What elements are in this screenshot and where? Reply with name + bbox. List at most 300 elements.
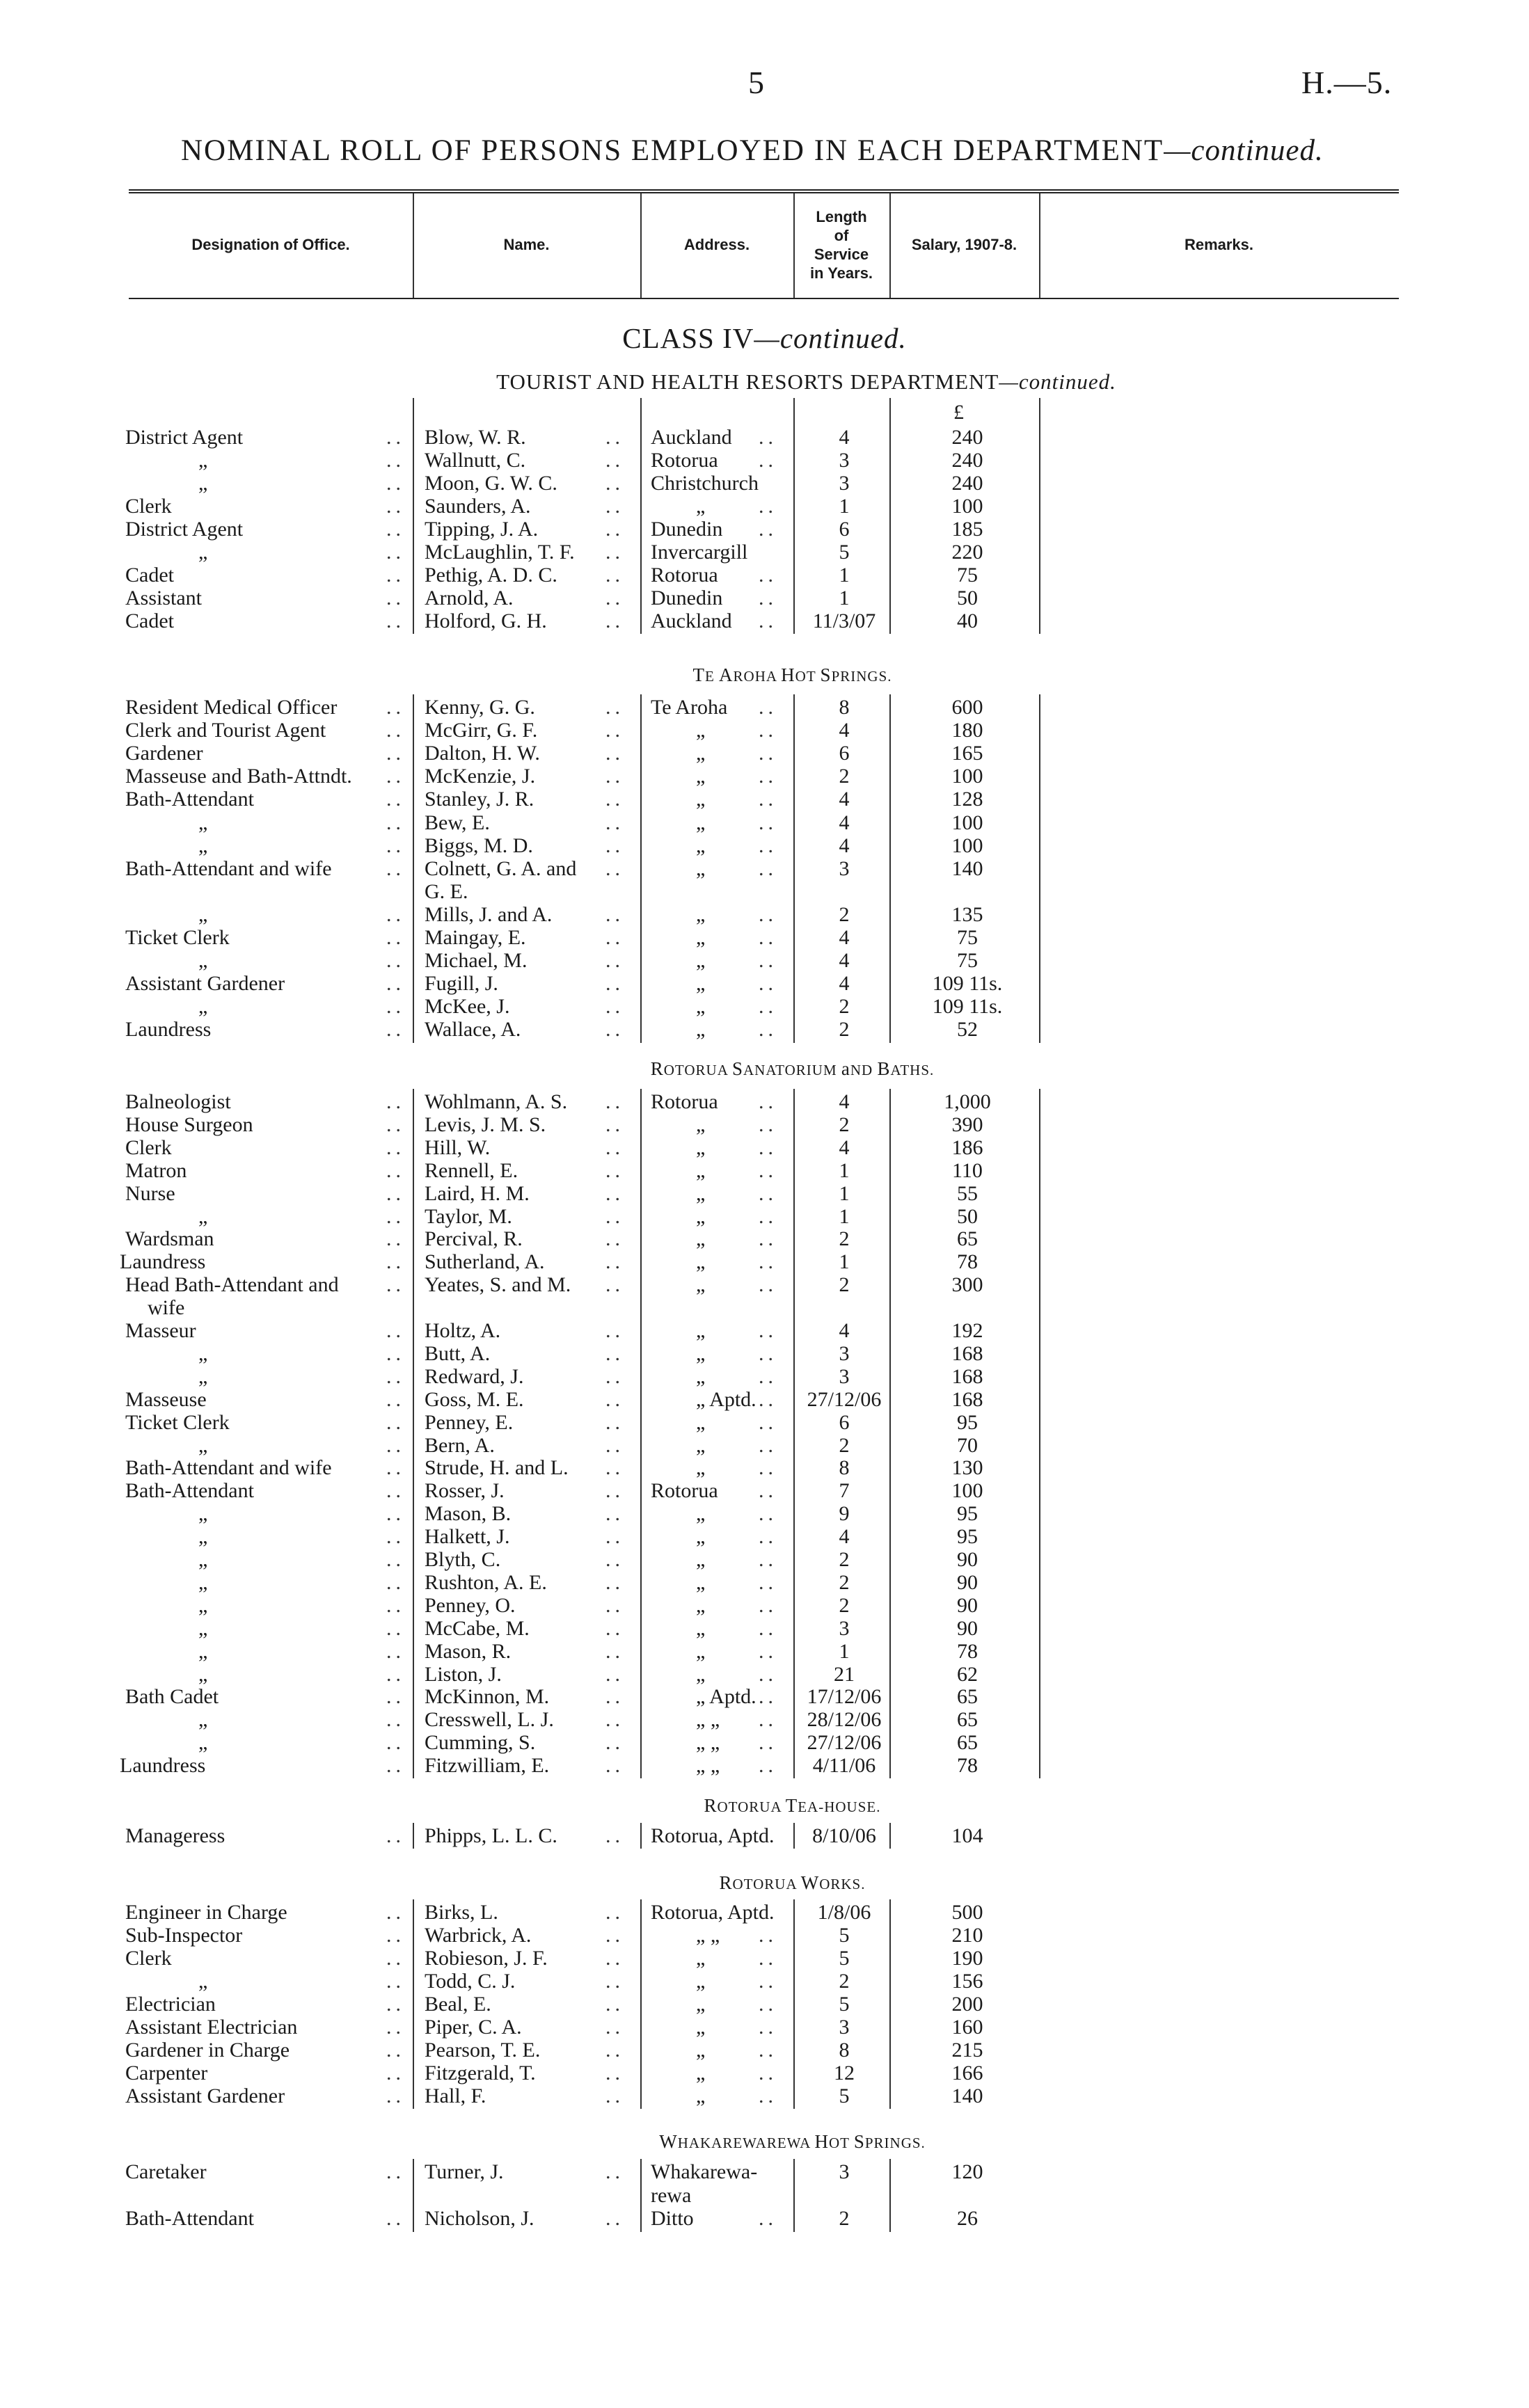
department-heading-continued: —continued. [999,369,1116,394]
designation: „ [198,1364,208,1388]
address: „ [696,1158,706,1182]
leader-dots: .. [759,564,777,587]
designation: Balneologist [125,1090,231,1113]
leader-dots: .. [759,2016,777,2039]
leader-dots: .. [605,1924,624,1947]
designation: „ [198,834,208,857]
leader-dots: .. [386,1181,405,1205]
table-top-rule-2 [129,192,1399,193]
table-row [0,2062,1529,2084]
leader-dots: .. [605,2207,624,2230]
name: Colnett, G. A. and [425,856,577,880]
address: „ [696,1970,706,1993]
name: Pethig, A. D. C. [425,564,557,587]
leader-dots: .. [759,1158,777,1182]
leader-dots: .. [386,2160,405,2183]
table-row [0,880,1529,903]
table-row [0,1456,1529,1479]
leader-dots: .. [605,1158,624,1182]
leader-dots: .. [605,1616,624,1640]
table-row [0,1901,1529,1924]
length-of-service: 2 [839,1593,850,1617]
name: Moon, G. W. C. [425,472,557,495]
leader-dots: .. [759,834,777,857]
designation: Masseur [125,1319,196,1342]
table-row [0,2184,1529,2207]
salary: 65 [957,1708,978,1732]
department-heading [42,369,1529,394]
table-row [0,1159,1529,1182]
leader-dots: .. [386,518,405,541]
address: „ [696,1113,706,1136]
leader-dots: .. [386,2016,405,2039]
table-row [0,1388,1529,1411]
leader-dots: .. [605,1204,624,1228]
section-heading: WHAKAREWAREWA HOT SPRINGS. [659,2131,926,2152]
leader-dots: .. [759,1525,777,1549]
length-of-service: 4 [839,719,850,742]
leader-dots: .. [759,518,777,541]
class-heading-main: CLASS IV [622,322,754,354]
table-row [0,811,1529,834]
salary: 600 [951,696,983,719]
table-row [0,1319,1529,1342]
table-row [0,1113,1529,1136]
length-of-service: 8/10/06 [812,1824,876,1847]
length-of-service: 7 [839,1479,850,1503]
address: Rotorua [651,1090,718,1113]
leader-dots: .. [759,765,777,788]
leader-dots: .. [386,995,405,1019]
salary: 140 [951,856,983,880]
table-row [0,1924,1529,1947]
leader-dots: .. [605,1901,624,1924]
address: „ [696,902,706,926]
designation: „ [198,1570,208,1594]
name: Blyth, C. [425,1548,501,1571]
length-of-service: 3 [839,1364,850,1388]
leader-dots: .. [759,1479,777,1503]
address: „ [696,1204,706,1228]
table-row [0,609,1529,632]
address: „ Aptd. [696,1685,756,1709]
leader-dots: .. [605,1319,624,1342]
table-row [0,1731,1529,1754]
table-row [0,1754,1529,1777]
leader-dots: .. [605,1018,624,1042]
salary: 168 [951,1387,983,1411]
salary: 50 [957,587,978,609]
address: „ [696,1502,706,1526]
table-top-rule [129,189,1399,191]
address: „ [696,972,706,996]
designation: „ [198,449,208,472]
name: Halkett, J. [425,1525,510,1549]
length-of-service: 1 [839,1250,850,1274]
leader-dots: .. [605,449,624,472]
length-of-service: 21 [834,1662,855,1686]
leader-dots: .. [605,1824,624,1847]
leader-dots: .. [386,1662,405,1686]
designation: „ [198,1708,208,1732]
salary: 130 [951,1456,983,1480]
leader-dots: .. [386,742,405,765]
currency-symbol: £ [953,401,964,424]
salary: 100 [951,1479,983,1503]
salary: 78 [957,1639,978,1663]
column-header-name: Name. [503,236,550,253]
designation: „ [198,1593,208,1617]
leader-dots: .. [605,1341,624,1365]
designation: Bath-Attendant and wife [125,1456,332,1480]
leader-dots: .. [386,1502,405,1526]
designation: „ [198,1662,208,1686]
column-header-length-line: in Years. [809,264,873,282]
table-row [0,1571,1529,1594]
leader-dots: .. [386,426,405,449]
leader-dots: .. [605,1731,624,1755]
salary: 40 [957,609,978,632]
leader-dots: .. [759,1708,777,1732]
leader-dots: .. [759,449,777,472]
leader-dots: .. [759,2039,777,2062]
leader-dots: .. [759,1754,777,1778]
salary: 100 [951,834,983,857]
leader-dots: .. [605,1479,624,1503]
leader-dots: .. [386,1754,405,1778]
length-of-service: 3 [839,2016,850,2039]
leader-dots: .. [759,1227,777,1251]
length-of-service: 5 [839,541,850,564]
salary: 165 [951,742,983,765]
length-of-service: 2 [839,995,850,1019]
leader-dots: .. [386,1993,405,2016]
leader-dots: .. [386,1479,405,1503]
leader-dots: .. [759,742,777,765]
address: „ [696,1181,706,1205]
designation: Gardener in Charge [125,2039,290,2062]
table-row [0,1205,1529,1228]
leader-dots: .. [605,696,624,719]
name: McLaughlin, T. F. [425,541,575,564]
table-row [0,1296,1529,1319]
table-row [0,1250,1529,1273]
leader-dots: .. [386,719,405,742]
designation: Resident Medical Officer [125,696,338,719]
length-of-service: 1 [839,564,850,587]
salary: 100 [951,495,983,518]
address: Dunedin [651,518,723,541]
leader-dots: .. [386,1433,405,1457]
designation: „ [198,1502,208,1526]
name: Stanley, J. R. [425,788,534,811]
table-row [0,1411,1529,1434]
salary: 140 [951,2084,983,2107]
leader-dots: .. [386,587,405,609]
leader-dots: .. [386,834,405,857]
leader-dots: .. [386,2084,405,2107]
leader-dots: .. [759,1570,777,1594]
name: Bew, E. [425,811,490,834]
address: Te Aroha [651,696,728,719]
leader-dots: .. [386,1158,405,1182]
name: Warbrick, A. [425,1924,532,1947]
leader-dots: .. [759,587,777,609]
table-row [0,587,1529,609]
leader-dots: .. [605,1548,624,1571]
leader-dots: .. [759,926,777,949]
designation: „ [198,1731,208,1755]
length-of-service: 1 [839,1639,850,1663]
length-of-service: 9 [839,1502,850,1526]
address: „ [696,856,706,880]
leader-dots: .. [759,1924,777,1947]
leader-dots: .. [605,902,624,926]
address: „ [696,834,706,857]
leader-dots: .. [386,1970,405,1993]
address: „ [696,1341,706,1365]
table-row [0,1663,1529,1686]
name: McKee, J. [425,995,510,1019]
salary: 185 [951,518,983,541]
table-row [0,1617,1529,1640]
leader-dots: .. [386,449,405,472]
table-row [0,541,1529,564]
designation: „ [198,902,208,926]
designation: Sub-Inspector [125,1924,243,1947]
leader-dots: .. [605,1593,624,1617]
leader-dots: .. [605,1993,624,2016]
column-header-length-line: Service [814,246,869,263]
designation: Cadet [125,609,174,632]
table-row [0,495,1529,518]
salary: 95 [957,1525,978,1549]
leader-dots: .. [605,1387,624,1411]
address: „ [696,995,706,1019]
leader-dots: .. [605,518,624,541]
table-row [0,1182,1529,1205]
table-row [0,1970,1529,1993]
leader-dots: .. [386,949,405,973]
salary: 166 [951,2062,983,2084]
leader-dots: .. [386,1639,405,1663]
name: Tipping, J. A. [425,518,539,541]
salary: 52 [957,1018,978,1042]
leader-dots: .. [386,1708,405,1732]
leader-dots: .. [386,765,405,788]
leader-dots: .. [759,949,777,973]
table-row [0,1479,1529,1502]
page-number: 5 [748,65,764,100]
table-row [0,719,1529,742]
name: Mills, J. and A. [425,902,553,926]
leader-dots: .. [605,426,624,449]
leader-dots: .. [605,1410,624,1434]
salary: 78 [957,1250,978,1274]
salary: 190 [951,1947,983,1970]
designation: „ [198,811,208,834]
name: Holford, G. H. [425,609,547,632]
column-header-length-line: of [834,227,849,244]
designation: Matron [125,1158,187,1182]
leader-dots: .. [386,472,405,495]
section-heading: ROTORUA WORKS. [719,1872,866,1893]
name: Sutherland, A. [425,1250,545,1274]
length-of-service: 12 [834,2062,855,2084]
designation: District Agent [125,518,244,541]
leader-dots: .. [759,696,777,719]
name: Fitzwilliam, E. [425,1754,550,1778]
salary: 78 [957,1754,978,1778]
name: Redward, J. [425,1364,524,1388]
salary: 109 11s. [932,972,1003,996]
designation: Caretaker [125,2160,207,2183]
length-of-service: 1 [839,1158,850,1182]
salary: 120 [951,2160,983,2183]
designation: Masseuse and Bath-Attndt. [125,765,352,788]
length-of-service: 4 [839,1525,850,1549]
length-of-service: 11/3/07 [812,609,876,632]
designation: „ [198,1204,208,1228]
leader-dots: .. [605,1708,624,1732]
salary: 156 [951,1970,983,1993]
salary: 50 [957,1204,978,1228]
leader-dots: .. [759,426,777,449]
designation: District Agent [125,426,244,449]
name: Blow, W. R. [425,426,526,449]
length-of-service: 4 [839,788,850,811]
leader-dots: .. [759,902,777,926]
leader-dots: .. [605,472,624,495]
salary: 220 [951,541,983,564]
address: „ [696,926,706,949]
length-of-service: 3 [839,449,850,472]
name: McGirr, G. F. [425,719,538,742]
designation: „ [198,995,208,1019]
salary: 186 [951,1135,983,1159]
leader-dots: .. [759,609,777,632]
address: „ [696,1548,706,1571]
designation: „ [198,541,208,564]
leader-dots: .. [386,902,405,926]
salary: 55 [957,1181,978,1205]
leader-dots: .. [386,696,405,719]
leader-dots: .. [759,1273,777,1297]
leader-dots: .. [605,949,624,973]
table-row [0,1548,1529,1571]
table-row [0,472,1529,495]
leader-dots: .. [605,1456,624,1480]
designation: Assistant Gardener [125,972,285,996]
salary: 75 [957,949,978,973]
length-of-service: 17/12/06 [807,1685,882,1709]
leader-dots: .. [386,1090,405,1113]
designation: Manageress [125,1824,225,1847]
name: Strude, H. and L. [425,1456,569,1480]
length-of-service: 8 [839,1456,850,1480]
leader-dots: .. [605,2039,624,2062]
leader-dots: .. [605,1639,624,1663]
length-of-service: 1 [839,1181,850,1205]
leader-dots: .. [605,719,624,742]
leader-dots: .. [759,1639,777,1663]
leader-dots: .. [759,995,777,1019]
designation: Bath Cadet [125,1685,219,1709]
leader-dots: .. [605,1273,624,1297]
length-of-service: 2 [839,1273,850,1297]
table-row [0,1018,1529,1041]
column-header-length [793,207,889,282]
address: „ [696,1525,706,1549]
leader-dots: .. [386,1410,405,1434]
designation: Bath-Attendant [125,1479,254,1503]
department-heading-main: TOURIST AND HEALTH RESORTS DEPARTMENT [496,369,999,394]
name: Holtz, A. [425,1319,501,1342]
address: Whakarewa- [651,2160,758,2183]
leader-dots: .. [605,2160,624,2183]
name: Rosser, J. [425,1479,505,1503]
length-of-service: 4 [839,811,850,834]
name: Turner, J. [425,2160,504,2183]
salary: 128 [951,788,983,811]
address: Auckland [651,609,732,632]
leader-dots: .. [759,2084,777,2107]
table-row [0,1708,1529,1731]
name: Cumming, S. [425,1731,536,1755]
salary: 500 [951,1901,983,1924]
leader-dots: .. [759,972,777,996]
table-row [0,1640,1529,1663]
leader-dots: .. [759,1947,777,1970]
name: Biggs, M. D. [425,834,533,857]
leader-dots: .. [759,2207,777,2230]
length-of-service: 1 [839,1204,850,1228]
leader-dots: .. [759,1090,777,1113]
designation: Wardsman [125,1227,214,1251]
leader-dots: .. [605,2062,624,2084]
name: Yeates, S. and M. [425,1273,571,1297]
name: Wallnutt, C. [425,449,526,472]
length-of-service: 2 [839,1227,850,1251]
leader-dots: .. [759,1731,777,1755]
table-row [0,1824,1529,1847]
leader-dots: .. [386,1824,405,1847]
section-heading: TE AROHA HOT SPRINGS. [692,664,892,685]
leader-dots: .. [759,1250,777,1274]
table-row [0,1434,1529,1457]
length-of-service: 4 [839,949,850,973]
salary: 26 [957,2207,978,2230]
salary: 70 [957,1433,978,1457]
leader-dots: .. [386,1593,405,1617]
length-of-service: 4 [839,1090,850,1113]
salary: 300 [951,1273,983,1297]
length-of-service: 5 [839,1947,850,1970]
length-of-service: 3 [839,856,850,880]
name: Birks, L. [425,1901,498,1924]
leader-dots: .. [759,1502,777,1526]
name: McKinnon, M. [425,1685,550,1709]
designation: Nurse [125,1181,175,1205]
address: „ [696,1662,706,1686]
leader-dots: .. [386,1273,405,1297]
name: Piper, C. A. [425,2016,522,2039]
address: „ [696,788,706,811]
leader-dots: .. [759,2062,777,2084]
name: Penney, O. [425,1593,516,1617]
leader-dots: .. [386,541,405,564]
leader-dots: .. [605,1181,624,1205]
